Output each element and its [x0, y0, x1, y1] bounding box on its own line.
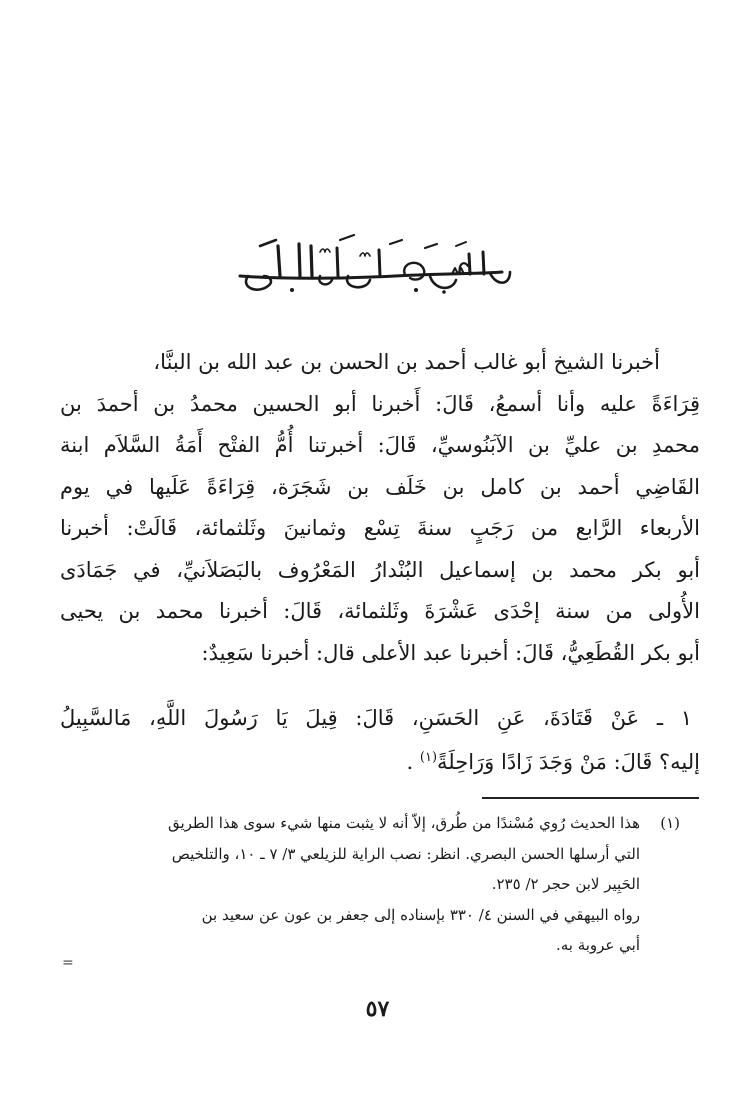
text-line: الأربعاء الرَّابع من رَجَبٍ سنةَ تِسْع وثمانينَ وثَلثمائة، قَالَتْ: أخبرنا — [60, 516, 700, 540]
isnad-paragraph — [60, 342, 700, 674]
footnote-separator — [482, 797, 699, 799]
basmala-calligraphy — [220, 232, 520, 302]
hadith-text — [60, 698, 700, 782]
hadith-line-text: إليه؟ قَالَ: مَنْ وَجَدَ زَادًا وَرَاحِلَةً — [437, 750, 700, 774]
text-line: القَاضِي أحمد بن كامل بن خَلَف بن شَجَرَة، قِرَاءَةً عَلَيها في يوم — [60, 474, 700, 499]
footnote-line: التي أرسلها الحسن البصري. انظر: نصب الراية للزيلعي ٣/ ٧ ـ ١٠، والتلخيص — [171, 844, 640, 863]
footnote-line: أبي عروبة به. — [555, 936, 640, 954]
footnote-line — [60, 808, 680, 839]
footnote-number: (١) — [660, 814, 680, 832]
text-line: أخبرنا الشيخ أبو غالب أحمد بن الحسن بن عبد الله بن البنَّا، — [153, 350, 660, 374]
continuation-mark: = — [62, 955, 74, 971]
footnote-line: الحَبِير لابن حجر ٢/ ٢٣٥. — [491, 875, 640, 893]
footnotes — [60, 808, 680, 961]
text-line: محمدِ بن عليِّ بن الآبَنُوسيِّ، قَالَ: أخبرتنا أُمُّ الفتْح أَمَةُ السَّلاَم ابنة — [60, 433, 700, 457]
footnote-marker: (١) — [419, 750, 438, 765]
hadith-line: إليه؟ قَالَ: مَنْ وَجَدَ زَادًا وَرَاحِلَةً$^{(١)}$ . — [406, 750, 700, 774]
text-line: أبو بكر القُطَعِيُّ، قَالَ: أخبرنا عبد الأعلى قال: أخبرنا سَعِيدٌ: — [201, 640, 700, 665]
basmala-calligraphy-image — [220, 232, 520, 302]
text-line: أبو بكر محمد بن إسماعيل البُنْدارُ المَعْرُوف بالبَصَلاَنيِّ، في جَمَادَى — [60, 557, 700, 582]
hadith-line: ١ ـ عَنْ قَتَادَةَ، عَنِ الحَسَنِ، قَالَ: قِيلَ يَا رَسُولَ اللَّهِ، مَالسَّبِيلُ — [60, 706, 692, 730]
footnote-line: رواه البيهقي في السنن ٤/ ٣٣٠ بإسناده إلى جعفر بن عون عن سعيد بن — [201, 905, 640, 924]
text-line: قِرَاءَةً عليه وأنا أسمعُ، قَالَ: أَخبرنا أبو الحسين محمدُ بن أحمدَ بن — [60, 391, 700, 416]
text-line: الأُولى من سنة إحْدَى عَشْرَةَ وثَلثمائة، قَالَ: أخبرنا محمد بن يحيى — [60, 599, 700, 623]
footnote-text: هذا الحديث رُوي مُسْندًا من طُرق، إلاّ أنه لا يثبت منها شيء سوى هذا الطريق — [167, 814, 640, 832]
page-number: ٥٧ — [365, 996, 390, 1022]
